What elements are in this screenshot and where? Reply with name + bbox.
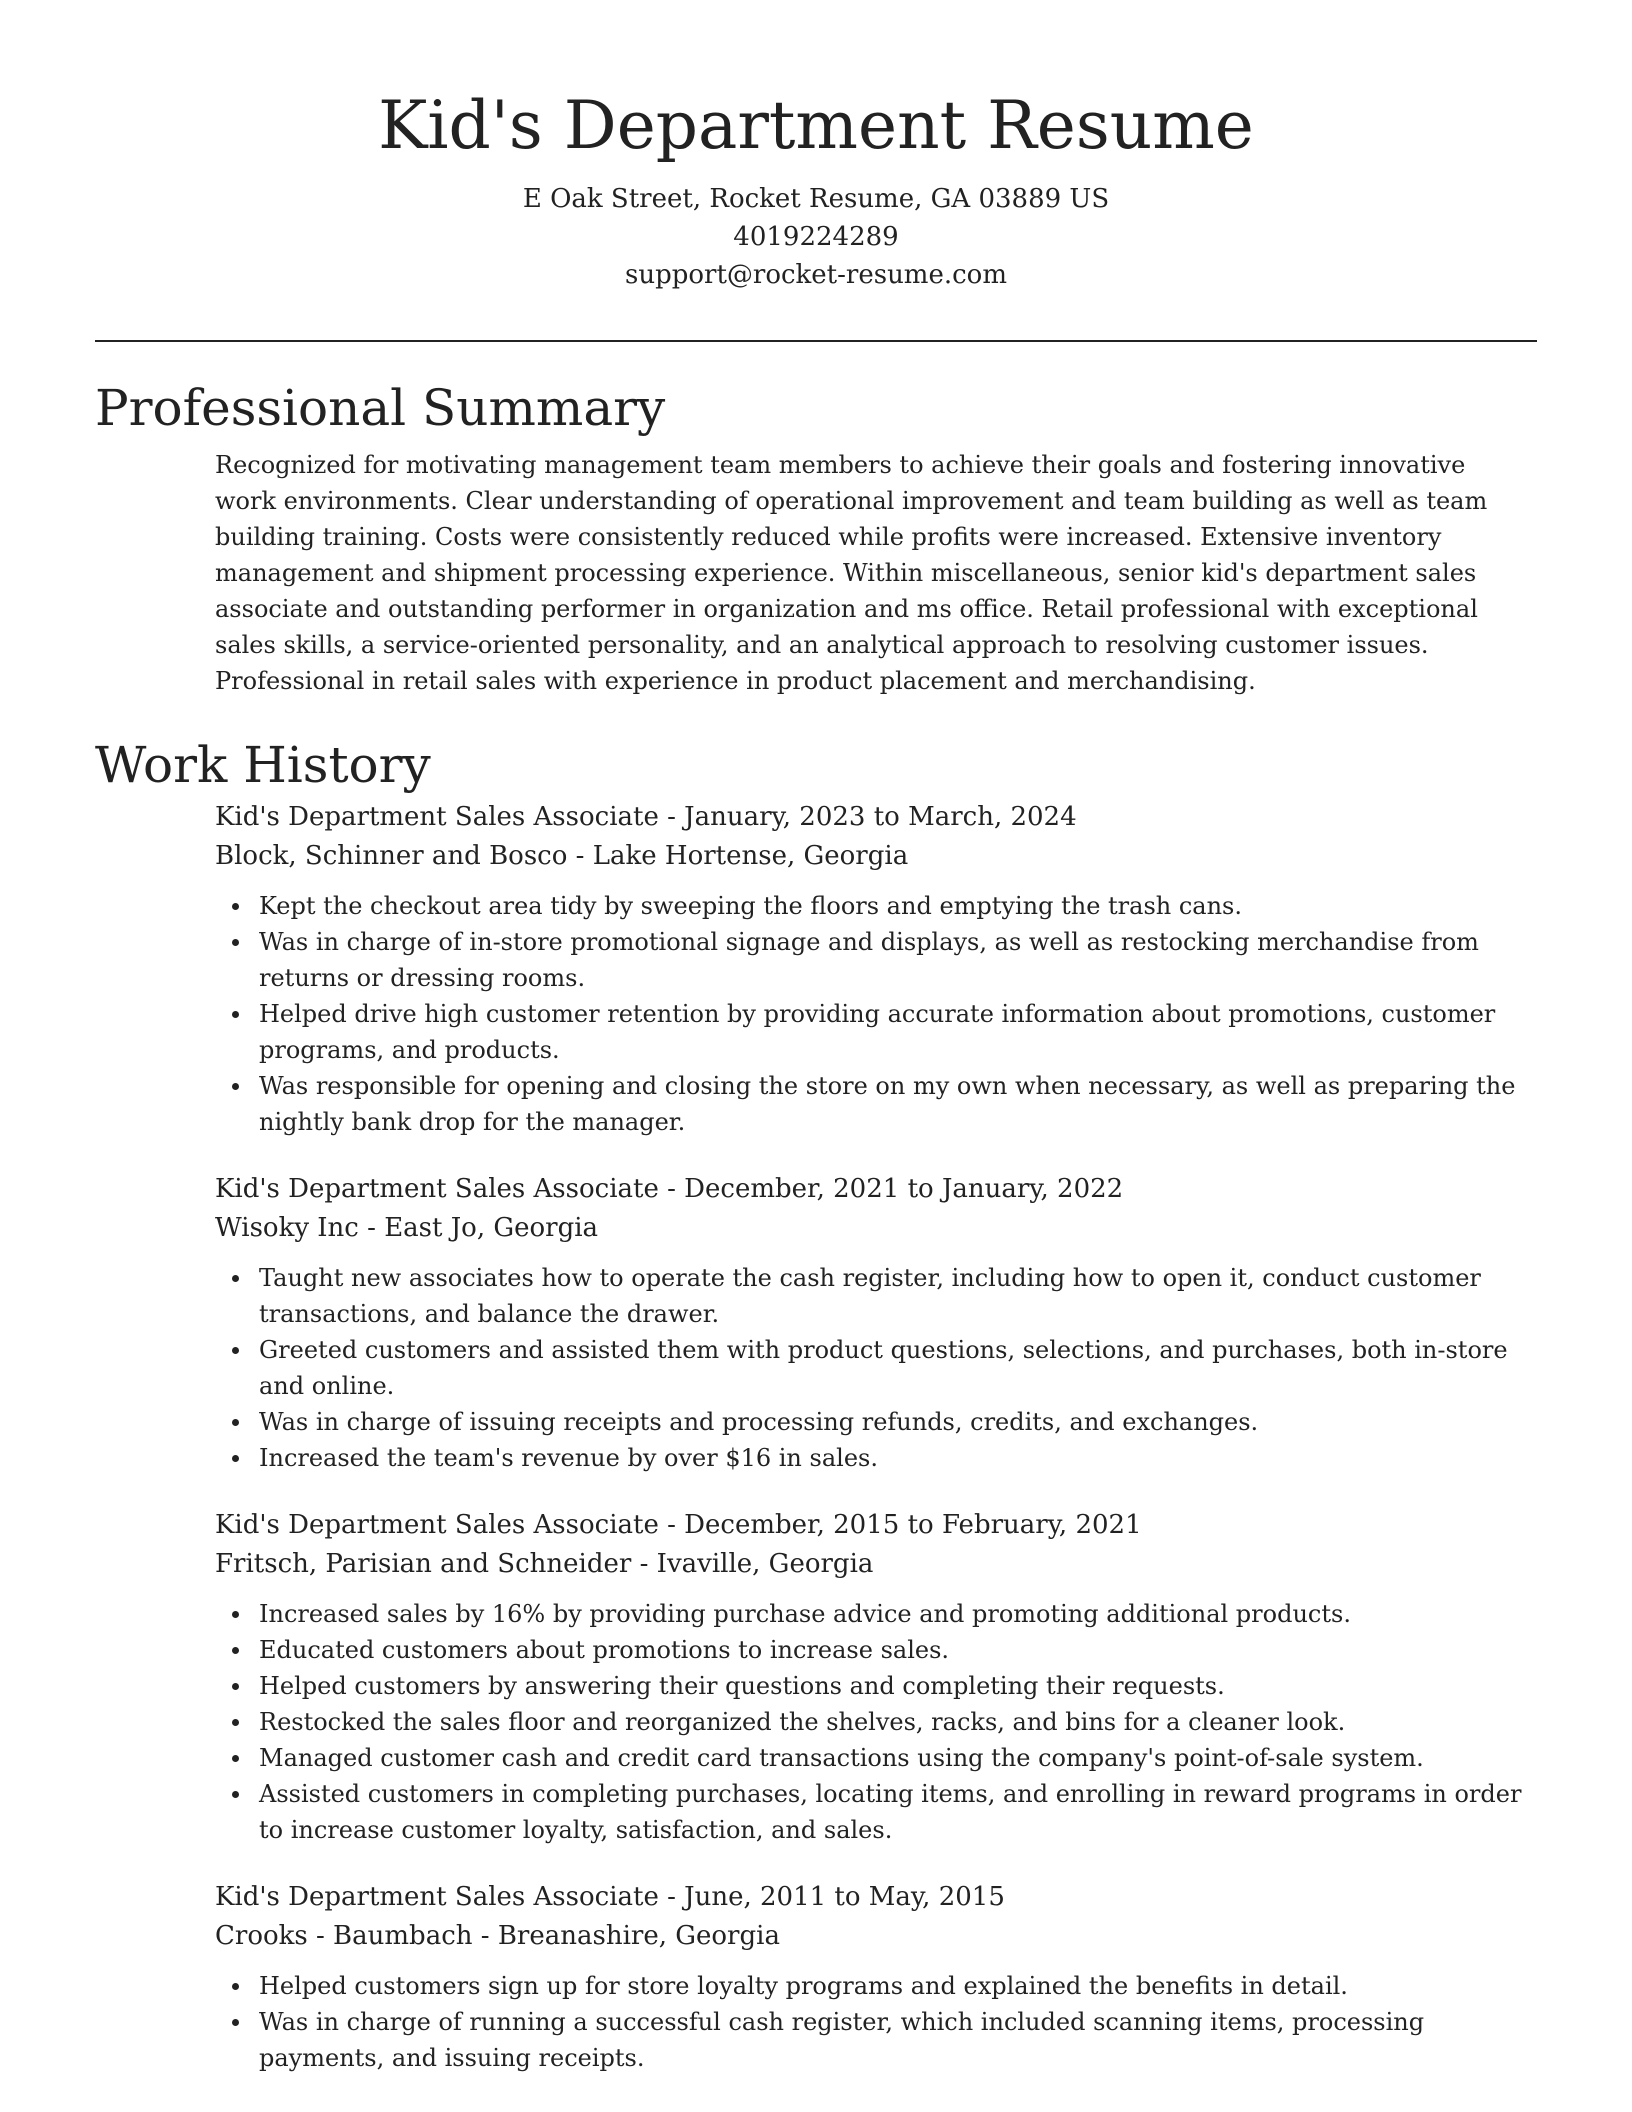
job-title-line xyxy=(215,1506,1537,1545)
job-location: Breanashire, Georgia xyxy=(497,1921,780,1951)
job-duties-list xyxy=(215,1968,1537,2076)
contact-address: E Oak Street, Rocket Resume, GA 03889 US xyxy=(522,184,1110,214)
job-company-line xyxy=(215,1209,1537,1248)
job-company: Block, Schinner and Bosco xyxy=(215,841,568,871)
job-title-line xyxy=(215,798,1537,837)
job-title: Kid's Department Sales Associate xyxy=(215,802,659,832)
job-title-line xyxy=(215,1878,1537,1917)
job-dates: June, 2011 to May, 2015 xyxy=(684,1882,1005,1912)
job-title: Kid's Department Sales Associate xyxy=(215,1882,659,1912)
job-duty-item: Greeted customers and assisted them with product questions, selections, and purchases, both in-store and online. xyxy=(259,1332,1537,1404)
job-duty-item: Helped customers sign up for store loyalty programs and explained the benefits in detail. xyxy=(259,1968,1537,2004)
job-title: Kid's Department Sales Associate xyxy=(215,1510,659,1540)
job-company: Wisoky Inc xyxy=(215,1213,359,1243)
contact-phone: 4019224289 xyxy=(733,222,899,252)
separator: - xyxy=(658,802,685,832)
job-duty-item: Helped drive high customer retention by providing accurate information about promotions, customer programs, and products. xyxy=(259,996,1537,1068)
separator: - xyxy=(658,1510,685,1540)
job-duty-item: Managed customer cash and credit card transactions using the company's point-of-sale system. xyxy=(259,1740,1537,1776)
job-location: East Jo, Georgia xyxy=(384,1213,599,1243)
job-location: Lake Hortense, Georgia xyxy=(592,841,909,871)
summary-text: Recognized for motivating management team members to achieve their goals and fostering innovative work environments. Clear understanding of operational improvement and team building as well as team building training. Costs were consistently reduced while profits were increased. Extensive inventory management and shipment processing experience. Within miscellaneous, senior kid's department sales associate and outstanding performer in organization and ms office. Retail professional with exceptional sales skills, a service-oriented personality, and an analytical approach to resolving customer issues. Professional in retail sales with experience in product placement and merchandising. xyxy=(215,451,1488,695)
summary-section xyxy=(95,375,1537,699)
job-duty-item: Assisted customers in completing purchases, locating items, and enrolling in reward programs in order to increase customer loyalty, satisfaction, and sales. xyxy=(259,1776,1537,1848)
job-duty-item: Was in charge of issuing receipts and processing refunds, credits, and exchanges. xyxy=(259,1404,1537,1440)
job-location: Ivaville, Georgia xyxy=(656,1549,874,1579)
job-entry xyxy=(215,798,1537,1140)
resume-header xyxy=(0,0,1632,294)
job-dates: December, 2015 to February, 2021 xyxy=(684,1510,1142,1540)
header-divider xyxy=(95,340,1537,342)
separator: - xyxy=(567,841,593,871)
job-title: Kid's Department Sales Associate xyxy=(215,1174,659,1204)
job-duty-item: Taught new associates how to operate the cash register, including how to open it, conduct customer transactions, and balance the drawer. xyxy=(259,1260,1537,1332)
job-duty-item: Was in charge of running a successful cash register, which included scanning items, processing payments, and issuing receipts. xyxy=(259,2004,1537,2076)
job-duty-item: Was in charge of in-store promotional signage and displays, as well as restocking merchandise from returns or dressing rooms. xyxy=(259,924,1537,996)
job-duty-item: Kept the checkout area tidy by sweeping the floors and emptying the trash cans. xyxy=(259,888,1537,924)
job-duty-item: Helped customers by answering their questions and completing their requests. xyxy=(259,1668,1537,1704)
contact-email: support@rocket-resume.com xyxy=(624,260,1007,290)
separator: - xyxy=(631,1549,657,1579)
job-title-line xyxy=(215,1170,1537,1209)
job-dates: January, 2023 to March, 2024 xyxy=(684,802,1077,832)
separator: - xyxy=(472,1921,498,1951)
job-list-container xyxy=(215,798,1537,2076)
job-company-line xyxy=(215,1917,1537,1956)
job-entry xyxy=(215,1170,1537,1476)
job-duties-list xyxy=(215,1260,1537,1476)
job-duty-item: Educated customers about promotions to increase sales. xyxy=(259,1632,1537,1668)
separator: - xyxy=(358,1213,385,1243)
job-duties-list xyxy=(215,888,1537,1140)
job-company: Fritsch, Parisian and Schneider xyxy=(215,1549,632,1579)
job-duty-item: Was responsible for opening and closing the store on my own when necessary, as well as preparing the nightly bank drop for the manager. xyxy=(259,1068,1537,1140)
work-history-heading: Work History xyxy=(95,736,431,794)
separator: - xyxy=(658,1174,685,1204)
resume-title: Kid's Department Resume xyxy=(378,87,1254,164)
work-history-section xyxy=(95,732,1537,2106)
job-duties-list xyxy=(215,1596,1537,1848)
job-entry xyxy=(215,1878,1537,2076)
job-duty-item: Restocked the sales floor and reorganized the shelves, racks, and bins for a cleaner look. xyxy=(259,1704,1537,1740)
separator: - xyxy=(658,1882,685,1912)
job-dates: December, 2021 to January, 2022 xyxy=(684,1174,1124,1204)
job-duty-item: Increased the team's revenue by over $16 in sales. xyxy=(259,1440,1537,1476)
job-company-line xyxy=(215,837,1537,876)
job-company: Crooks - Baumbach xyxy=(215,1921,473,1951)
contact-info xyxy=(0,180,1632,294)
job-duty-item: Increased sales by 16% by providing purchase advice and promoting additional products. xyxy=(259,1596,1537,1632)
job-entry xyxy=(215,1506,1537,1848)
summary-heading: Professional Summary xyxy=(95,379,666,437)
summary-body xyxy=(215,447,1537,699)
job-company-line xyxy=(215,1545,1537,1584)
